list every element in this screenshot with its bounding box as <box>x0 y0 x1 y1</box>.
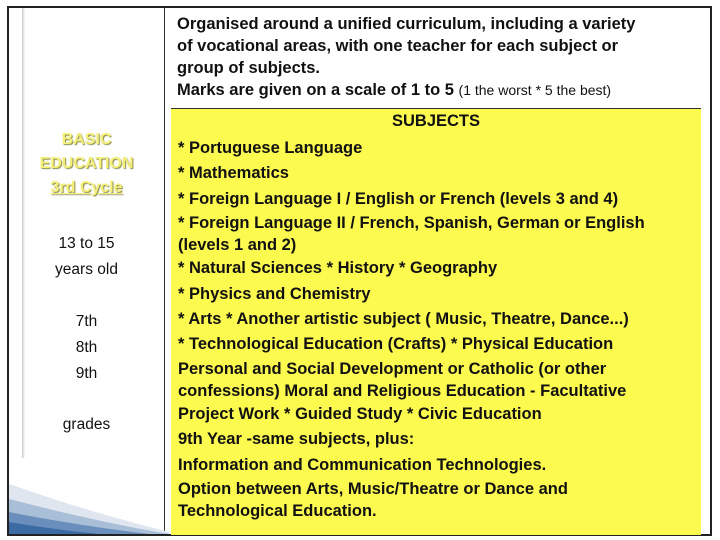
marks-line <box>177 79 701 101</box>
subject-line: Option between Arts, Music/Theatre or Dance and <box>178 480 568 499</box>
subject-line: * Natural Sciences * History * Geography <box>178 259 498 278</box>
subject-line: (levels 1 and 2) <box>178 236 297 255</box>
subject-line: * Portuguese Language <box>178 139 363 157</box>
grade-item: 8th <box>75 339 98 356</box>
age-line: 13 to 15 <box>58 235 115 252</box>
age-range <box>9 231 164 283</box>
basic-line: BASIC <box>61 131 112 148</box>
grade-item: 7th <box>75 313 98 330</box>
subject-line: * Foreign Language II / French, Spanish, German or English <box>178 214 645 233</box>
subject-line: * Arts * Another artistic subject ( Music, Theatre, Dance...) <box>178 310 629 329</box>
description-line: Organised around a unified curriculum, including a variety <box>177 15 636 33</box>
subject-line: Information and Communication Technologies. <box>178 455 547 474</box>
subject-line: * Mathematics <box>178 164 289 183</box>
grades-label: grades <box>62 416 111 433</box>
grade-item: 9th <box>75 365 98 382</box>
marks-text: Marks are given on a scale of 1 to 5 <box>177 81 454 99</box>
subject-line: Personal and Social Development or Catholic (or other <box>178 359 607 378</box>
subject-line: * Physics and Chemistry <box>178 284 371 303</box>
education-line: EDUCATION <box>39 155 134 172</box>
curriculum-description <box>171 9 701 107</box>
subject-line: Technological Education. <box>178 502 377 521</box>
subject-line: * Technological Education (Crafts) * Physical Education <box>178 335 614 354</box>
marks-note: (1 the worst * 5 the best) <box>458 82 612 98</box>
description-line: of vocational areas, with one teacher for each subject or <box>177 37 619 55</box>
age-line: years old <box>55 261 118 278</box>
corner-wave-decoration <box>9 454 169 534</box>
cycle-line: 3rd Cycle <box>50 179 123 196</box>
subject-line: 9th Year -same subjects, plus: <box>178 430 415 449</box>
grade-list <box>9 309 164 387</box>
subjects-list <box>178 136 698 522</box>
basic-education-heading <box>9 128 164 200</box>
description-line: group of subjects. <box>177 59 321 77</box>
subject-line: Project Work * Guided Study * Civic Education <box>178 404 542 423</box>
subjects-title: SUBJECTS <box>391 112 481 130</box>
subject-line: confessions) Moral and Religious Education - Facultative <box>178 381 627 400</box>
subject-line: * Foreign Language I / English or French (levels 3 and 4) <box>178 189 619 208</box>
